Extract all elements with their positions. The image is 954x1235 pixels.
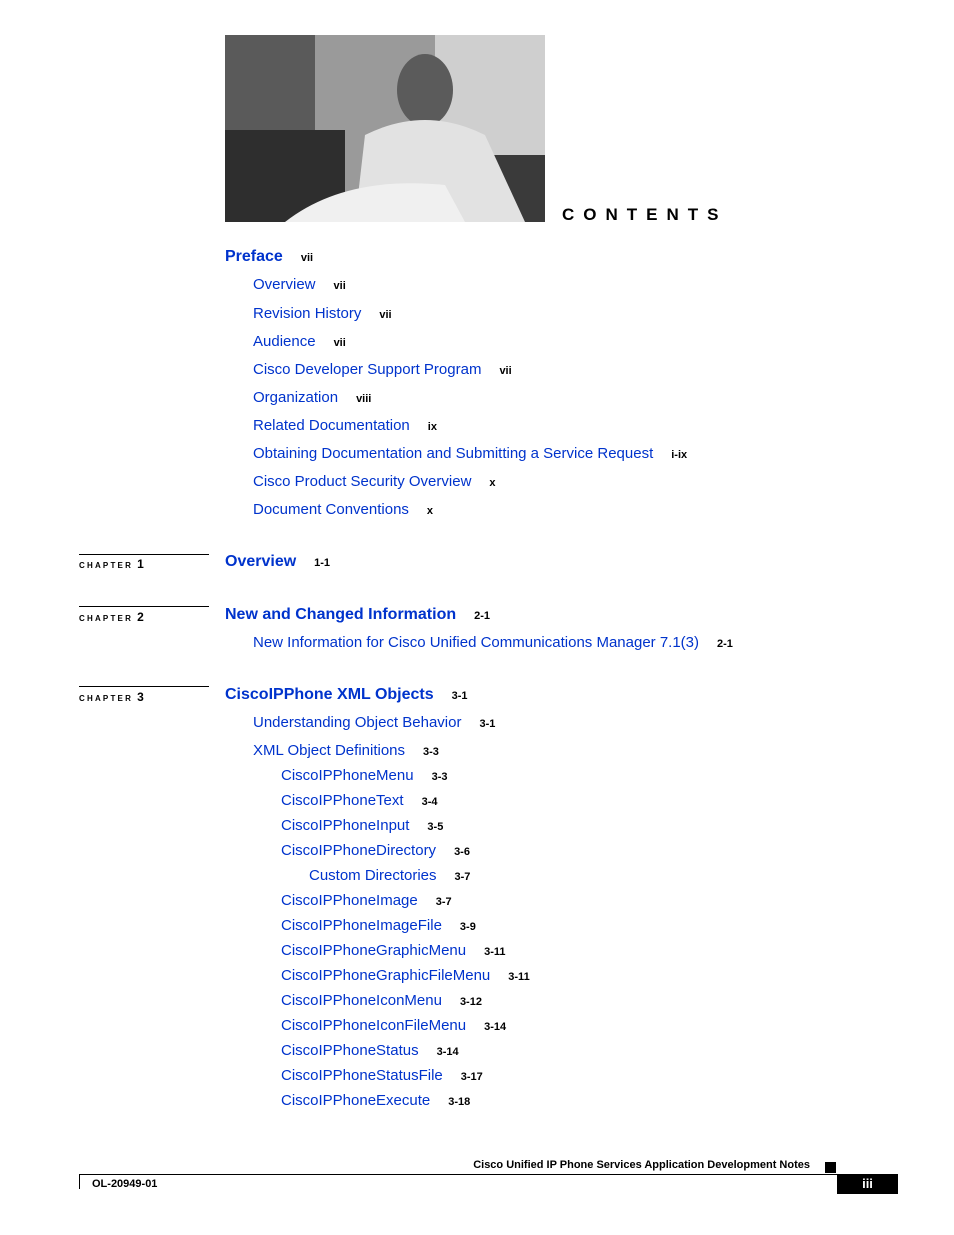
toc-entry-title[interactable]: Preface — [225, 248, 283, 265]
toc-entry-title[interactable]: XML Object Definitions — [253, 742, 406, 759]
toc-entry-title[interactable]: New and Changed Information — [225, 606, 457, 623]
footer-rule — [79, 1174, 839, 1175]
toc-entry[interactable] — [253, 305, 392, 323]
toc-entry[interactable] — [253, 417, 437, 435]
toc-entry-page: 3-17 — [460, 1071, 483, 1083]
chapter-label: CHAPTER 3 — [79, 690, 144, 704]
toc-entry-title[interactable]: CiscoIPPhoneImage — [281, 892, 418, 909]
toc-entry-page: vii — [333, 337, 346, 349]
toc-entry[interactable] — [281, 1067, 483, 1085]
toc-entry-page: 3-18 — [448, 1096, 471, 1108]
toc-entry-page: 3-5 — [427, 821, 444, 833]
toc-entry-title[interactable]: Obtaining Documentation and Submitting a Service Request — [253, 445, 654, 462]
toc-entry[interactable] — [253, 634, 733, 652]
toc-entry[interactable] — [225, 553, 330, 571]
toc-entry[interactable] — [253, 714, 495, 732]
toc-entry[interactable] — [281, 767, 447, 785]
toc-entry[interactable] — [281, 967, 530, 985]
toc-entry-page: 1-1 — [314, 557, 331, 569]
toc-entry-page: 3-7 — [435, 896, 452, 908]
toc-entry-page: 3-9 — [459, 921, 476, 933]
toc-entry-page: i-ix — [671, 449, 688, 461]
toc-entry-page: 2-1 — [717, 638, 733, 650]
toc-entry-title[interactable]: New Information for Cisco Unified Communications Manager 7.1(3) — [253, 634, 700, 651]
chapter-label: CHAPTER 2 — [79, 610, 144, 624]
toc-entry[interactable] — [225, 686, 468, 704]
toc-entry-title[interactable]: Overview — [253, 276, 316, 293]
toc-entry-title[interactable]: Overview — [225, 553, 297, 570]
toc-entry-title[interactable]: CiscoIPPhoneDirectory — [281, 842, 437, 859]
toc-entry-page: ix — [427, 421, 437, 433]
toc-entry-title[interactable]: Audience — [253, 333, 316, 350]
chapter-rule — [79, 606, 209, 607]
chapter-rule — [79, 686, 209, 687]
toc-entry[interactable] — [253, 276, 346, 294]
toc-entry-page: vii — [499, 365, 512, 377]
toc-entry[interactable] — [253, 501, 433, 519]
toc-entry-title[interactable]: CiscoIPPhoneGraphicMenu — [281, 942, 467, 959]
toc-entry-page: vii — [333, 280, 346, 292]
toc-entry[interactable] — [253, 445, 687, 463]
chapter-label: CHAPTER 1 — [79, 557, 144, 571]
footer-page-number: iii — [837, 1174, 898, 1194]
footer-doc-title: Cisco Unified IP Phone Services Application Development Notes — [473, 1159, 810, 1171]
toc-entry-title[interactable]: CiscoIPPhone XML Objects — [225, 686, 434, 703]
toc-entry-page: 3-1 — [479, 718, 496, 730]
toc-entry[interactable] — [225, 606, 490, 624]
toc-entry-page: 3-11 — [484, 946, 506, 958]
toc-entry-title[interactable]: Revision History — [253, 305, 362, 322]
toc-entry-title[interactable]: Understanding Object Behavior — [253, 714, 462, 731]
toc-entry-page: 3-6 — [454, 846, 470, 858]
footer-marker — [825, 1162, 836, 1173]
toc-entry[interactable] — [281, 917, 476, 935]
chapter-rule — [79, 554, 209, 555]
toc-entry-title[interactable]: CiscoIPPhoneStatus — [281, 1042, 419, 1059]
toc-entry[interactable] — [309, 867, 470, 885]
toc-entry-title[interactable]: CiscoIPPhoneText — [281, 792, 404, 809]
toc-entry[interactable] — [225, 248, 313, 266]
toc-entry-page: 3-7 — [454, 871, 471, 883]
toc-entry-title[interactable]: Cisco Developer Support Program — [253, 361, 482, 378]
toc-entry[interactable] — [253, 361, 512, 379]
toc-entry-page: 3-12 — [459, 996, 482, 1008]
toc-entry-title[interactable]: CiscoIPPhoneIconFileMenu — [281, 1017, 467, 1034]
toc-entry-page: 3-14 — [436, 1046, 459, 1058]
toc-entry-page: 3-1 — [451, 690, 468, 702]
toc-entry-page: viii — [356, 393, 372, 405]
toc-entry-page: 3-3 — [423, 746, 439, 758]
toc-entry-page: 3-4 — [421, 796, 438, 808]
toc-entry[interactable] — [281, 1017, 506, 1035]
toc-entry-page: 2-1 — [474, 610, 491, 622]
footer-doc-number: OL-20949-01 — [92, 1178, 158, 1190]
toc-entry[interactable] — [253, 742, 439, 760]
toc-entry-title[interactable]: Document Conventions — [253, 501, 409, 518]
toc-entry[interactable] — [281, 1042, 459, 1060]
toc-entry-title[interactable]: CiscoIPPhoneMenu — [281, 767, 414, 784]
toc-entry[interactable] — [253, 473, 496, 491]
toc-entry[interactable] — [281, 992, 482, 1010]
toc-entry-page: vii — [379, 309, 392, 321]
toc-entry[interactable] — [253, 333, 346, 351]
toc-entry-title[interactable]: Custom Directories — [309, 867, 437, 884]
toc-entry[interactable] — [281, 842, 470, 860]
toc-entry[interactable] — [281, 792, 437, 810]
person-photo-image — [225, 35, 545, 222]
toc-entry-page: 3-14 — [484, 1021, 507, 1033]
toc-entry-page: x — [489, 477, 496, 489]
toc-entry[interactable] — [281, 892, 452, 910]
toc-entry[interactable] — [281, 1092, 470, 1110]
toc-entry-title[interactable]: CiscoIPPhoneImageFile — [281, 917, 442, 934]
toc-entry-page: 3-3 — [431, 771, 448, 783]
toc-entry[interactable] — [253, 389, 371, 407]
toc-entry[interactable] — [281, 817, 443, 835]
header-photo — [225, 35, 545, 222]
toc-entry-title[interactable]: Organization — [253, 389, 339, 406]
contents-heading: CONTENTS — [562, 205, 728, 224]
toc-entry-title[interactable]: Related Documentation — [253, 417, 410, 434]
toc-entry-title[interactable]: Cisco Product Security Overview — [253, 473, 472, 490]
footer-tick — [79, 1174, 80, 1189]
toc-entry-page: x — [426, 505, 434, 517]
toc-entry-title[interactable]: CiscoIPPhoneStatusFile — [281, 1067, 443, 1084]
toc-entry-title[interactable]: CiscoIPPhoneExecute — [281, 1092, 431, 1109]
toc-entry-title[interactable]: CiscoIPPhoneInput — [281, 817, 410, 834]
toc-entry-page: 3-11 — [508, 971, 530, 983]
toc-entry-title[interactable]: CiscoIPPhoneIconMenu — [281, 992, 442, 1009]
toc-entry-page: vii — [300, 252, 314, 264]
toc-entry-title[interactable]: CiscoIPPhoneGraphicFileMenu — [281, 967, 491, 984]
toc-entry[interactable] — [281, 942, 506, 960]
